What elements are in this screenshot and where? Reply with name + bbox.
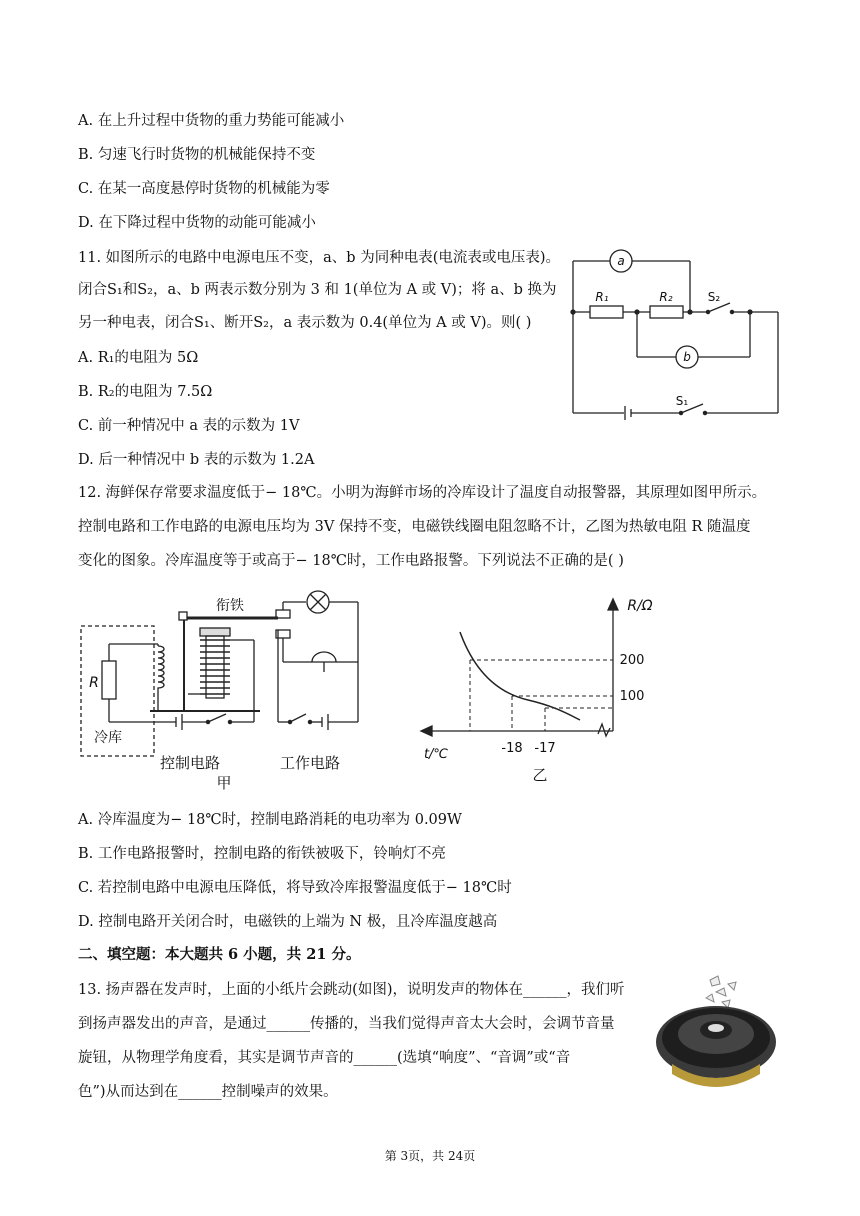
q12-option-b: B. 工作电路报警时，控制电路的衔铁被吸下，铃响灯不亮 <box>78 846 446 862</box>
paper-bits <box>706 976 736 1008</box>
x-tick-minus18: -18 <box>501 741 523 756</box>
q11-option-b: B. R₂的电阻为 7.5Ω <box>78 384 213 400</box>
thermistor-r <box>102 661 116 699</box>
electromagnet-coil <box>200 640 230 694</box>
q11-stem-line-3: 另一种电表，闭合S₁、断开S₂，a 表示数为 0.4(单位为 A 或 V)。则( ) <box>78 315 532 331</box>
r2-label: R₂ <box>659 290 673 304</box>
thermistor-label: R <box>89 675 99 691</box>
x-tick-minus17: -17 <box>534 741 556 756</box>
page-footer: 第 3页，共 24页 <box>384 1149 476 1163</box>
q12-option-d: D. 控制电路开关闭合时，电磁铁的上端为 N 极，且冷库温度越高 <box>78 914 498 930</box>
q12-option-a: A. 冷库温度为− 18℃时，控制电路消耗的电功率为 0.09W <box>78 812 462 828</box>
armature-label: 衔铁 <box>216 598 244 614</box>
y-tick-100: 100 <box>619 689 645 704</box>
meter-b-label: b <box>683 350 691 364</box>
upper-contact <box>276 610 290 618</box>
q13-line-2: 到扬声器发出的声音，是通过______传播的，当我们觉得声音太大会时，会调节音量 <box>78 1016 615 1032</box>
q11-option-d: D. 后一种情况中 b 表的示数为 1.2A <box>78 452 315 468</box>
bell-symbol <box>312 652 336 662</box>
q13-line-1: 13. 扬声器在发声时，上面的小纸片会跳动(如图)，说明发声的物体在______，我们听 <box>78 982 625 998</box>
q10-option-a: A. 在上升过程中货物的重力势能可能减小 <box>78 113 345 129</box>
control-circuit-label: 控制电路 <box>159 754 221 772</box>
resistor-r1 <box>590 306 623 318</box>
q11-option-c: C. 前一种情况中 a 表的示数为 1V <box>78 418 300 434</box>
core-top <box>200 628 230 636</box>
speaker-illustration <box>652 972 784 1094</box>
y-axis-label: R/Ω <box>627 598 653 614</box>
figure-jia-caption: 甲 <box>216 774 232 792</box>
q11-circuit-diagram <box>568 247 783 422</box>
s1-label: S₁ <box>675 394 689 408</box>
q11-stem-line-2: 闭合S₁和S₂，a、b 两表示数分别为 3 和 1(单位为 A 或 V)；将 a、b 换为 <box>78 282 557 298</box>
x-axis-label: t/℃ <box>423 747 449 762</box>
resistance-curve <box>460 632 580 720</box>
spring <box>158 644 164 696</box>
q10-option-d: D. 在下降过程中货物的动能可能减小 <box>78 215 316 231</box>
cold-room-label: 冷库 <box>94 730 122 746</box>
resistor-r2 <box>650 306 683 318</box>
s2-label: S₂ <box>707 290 721 304</box>
q11-stem-line-1: 11. 如图所示的电路中电源电压不变，a、b 为同种电表(电流表或电压表)。 <box>78 250 561 266</box>
q10-option-c: C. 在某一高度悬停时货物的机械能为零 <box>78 181 330 197</box>
q11-option-a: A. R₁的电阻为 5Ω <box>78 350 199 366</box>
q12-option-c: C. 若控制电路中电源电压降低，将导致冷库报警温度低于− 18℃时 <box>78 880 512 896</box>
q12-figure-jia <box>78 596 368 792</box>
y-tick-200: 200 <box>619 653 645 668</box>
meter-a-label: a <box>617 254 625 268</box>
figure-yi-caption: 乙 <box>532 766 548 784</box>
q13-line-3: 旋钮，从物理学角度看，其实是调节声音的______(选填“响度”、“音调”或“音 <box>78 1050 571 1066</box>
q12-stem-line-3: 变化的图象。冷库温度等于或高于− 18℃时，工作电路报警。下列说法不正确的是( ) <box>78 553 624 569</box>
work-switch <box>290 714 306 722</box>
switch-s2 <box>708 303 730 312</box>
r1-label: R₁ <box>595 290 609 304</box>
q12-stem-line-2: 控制电路和工作电路的电源电压均为 3V 保持不变，电磁铁线圈电阻忽略不计，乙图为热敏电阻 R 随温度 <box>78 519 751 535</box>
section-2-heading: 二、填空题：本大题共 6 小题，共 21 分。 <box>78 946 361 963</box>
work-circuit-label: 工作电路 <box>279 754 341 772</box>
q12-figure-yi <box>418 596 678 786</box>
q13-line-4: 色”)从而达到在______控制噪声的效果。 <box>78 1084 338 1100</box>
control-switch <box>208 714 226 722</box>
q12-stem-line-1: 12. 海鲜保存常要求温度低于− 18℃。小明为海鲜市场的冷库设计了温度自动报警器，其原理如图甲所示。 <box>78 485 767 501</box>
q10-option-b: B. 匀速飞行时货物的机械能保持不变 <box>78 147 316 163</box>
